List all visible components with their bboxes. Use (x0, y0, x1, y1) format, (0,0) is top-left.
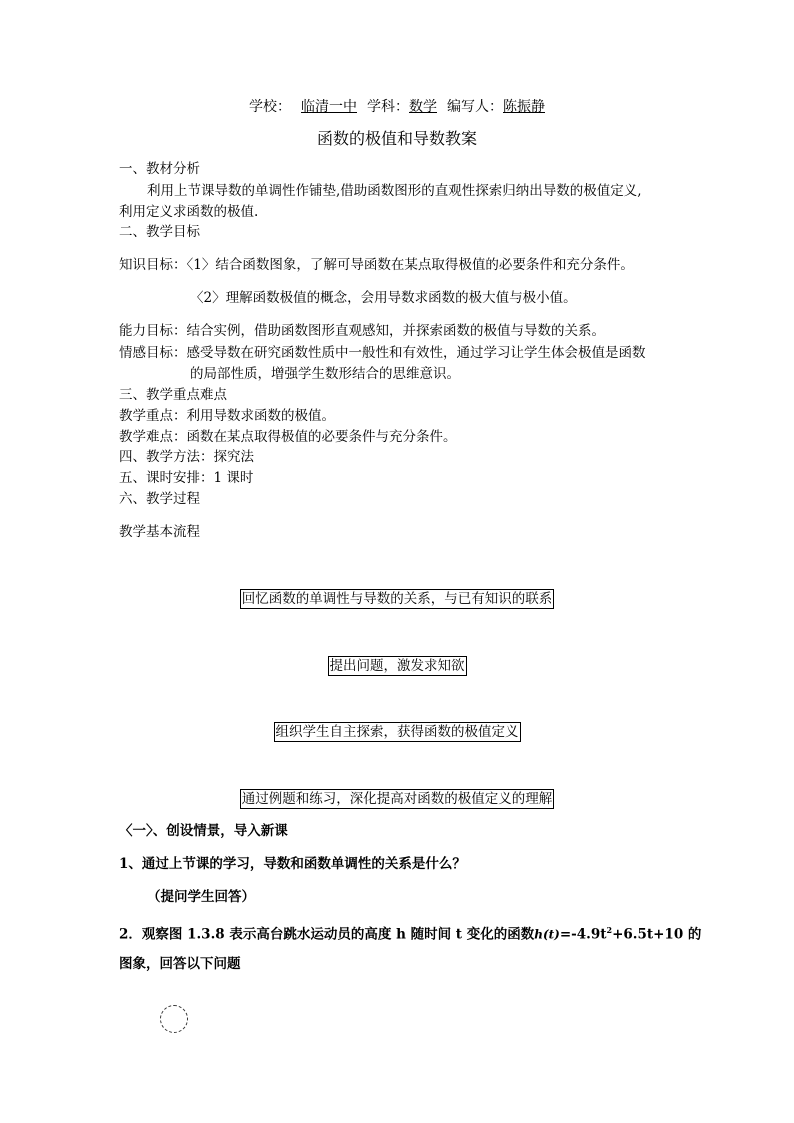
author-label: 编写人： (447, 99, 503, 115)
emotion-goal-line-2: 的局部性质，增强学生数形结合的思维意识。 (190, 366, 460, 382)
flow-step-3 (0, 721, 794, 742)
question-1-note: （提问学生回答） (147, 889, 255, 905)
section-2-heading: 二、教学目标 (119, 224, 200, 240)
formula-expr-a: =-4.9t (559, 926, 607, 943)
ability-goal: 能力目标：结合实例，借助函数图形直观感知，并探索函数的极值与导数的关系。 (119, 323, 605, 339)
flow-step-1 (0, 588, 794, 609)
document-title: 函数的极值和导数教案 (316, 129, 477, 148)
question-2-prefix: 2．观察图 1.3.8 表示高台跳水运动员的高度 h 随时间 t 变化的函数 (119, 926, 535, 943)
document-header (0, 98, 794, 116)
question-2-line-1 (119, 921, 701, 944)
flow-box-1: 回忆函数的单调性与导数的关系，与已有知识的联系 (241, 591, 553, 607)
question-1: 1、通过上节课的学习，导数和函数单调性的关系是什么？ (119, 856, 466, 872)
section-5-schedule: 五、课时安排：1 课时 (119, 470, 254, 486)
subject-label: 学科： (367, 99, 409, 115)
school-label: 学校： (249, 99, 291, 115)
section-6-heading: 六、教学过程 (119, 491, 200, 507)
section-4-method: 四、教学方法：探究法 (119, 449, 254, 465)
teaching-difficulty: 教学难点：函数在某点取得极值的必要条件与充分条件。 (119, 429, 457, 445)
placeholder-circle-icon (160, 1005, 188, 1033)
knowledge-goal-label: 知识目标： (119, 257, 187, 273)
subject-value: 数学 (409, 99, 437, 115)
section-1-para-line-2: 利用定义求函数的极值. (119, 204, 259, 220)
flow-step-4 (0, 788, 794, 809)
formula-function-name: h(t) (534, 927, 560, 942)
flow-box-3: 组织学生自主探索，获得函数的极值定义 (275, 724, 519, 740)
flow-step-2 (0, 655, 794, 676)
formula-expr-b: +6.5t+10 的 (612, 926, 702, 943)
flow-box-4: 通过例题和练习，深化提高对函数的极值定义的理解 (241, 791, 553, 807)
question-2-line-2: 图象，回答以下问题 (119, 956, 241, 972)
section-1-heading: 一、教材分析 (119, 161, 200, 177)
section-3-heading: 三、教学重点难点 (119, 387, 227, 403)
teaching-key-point: 教学重点：利用导数求函数的极值。 (119, 408, 335, 424)
school-value: 临清一中 (301, 99, 357, 115)
flow-box-2: 提出问题，激发求知欲 (329, 658, 465, 674)
knowledge-goal-2: 〈2〉理解函数极值的概念，会用导数求函数的极大值与极小值。 (190, 290, 577, 306)
knowledge-goal-1 (119, 256, 634, 274)
part-1-heading: 〈一〉、创设情景，导入新课 (119, 823, 288, 839)
author-value: 陈振静 (503, 99, 545, 115)
formula-exponent: 2 (606, 925, 613, 935)
section-1-para-line-1: 利用上节课导数的单调性作铺垫,借助函数图形的直观性探索归纳出导数的极值定义, (147, 183, 642, 199)
knowledge-goal-1-text: 〈1〉结合函数图象，了解可导函数在某点取得极值的必要条件和充分条件。 (186, 257, 634, 273)
flow-label: 教学基本流程 (119, 524, 200, 540)
emotion-goal-line-1: 情感目标：感受导数在研究函数性质中一般性和有效性，通过学习让学生体会极值是函数 (119, 345, 646, 361)
